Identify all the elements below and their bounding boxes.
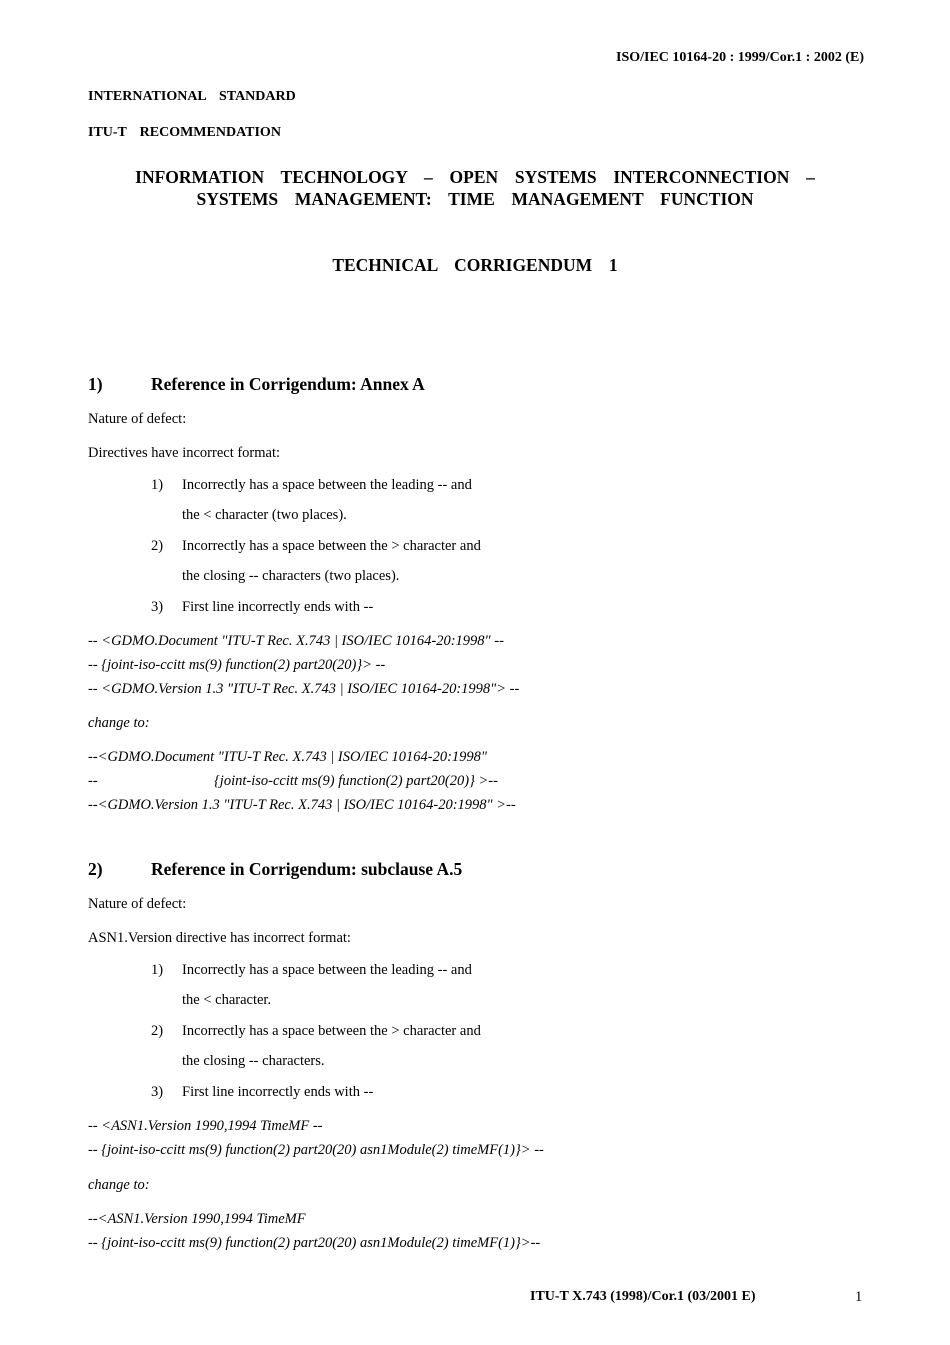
- list-item-text: Incorrectly has a space between the leading -- and: [182, 962, 472, 978]
- section-1-title: Reference in Corrigendum: Annex A: [151, 374, 425, 394]
- document-id: ISO/IEC 10164-20 : 1999/Cor.1 : 2002 (E): [616, 50, 864, 65]
- list-item-text: Incorrectly has a space between the > character and: [182, 1023, 481, 1039]
- code-line-replacement: {joint-iso-ccitt ms(9) function(2) part20(20)} >--: [214, 773, 498, 789]
- code-line-original: -- {joint-iso-ccitt ms(9) function(2) part20(20) asn1Module(2) timeMF(1)}> --: [88, 1142, 544, 1158]
- list-item-text: the closing -- characters.: [182, 1053, 325, 1069]
- list-item-text: First line incorrectly ends with --: [182, 1084, 374, 1100]
- recommendation-label: ITU-T RECOMMENDATION: [88, 125, 281, 140]
- section-2-title: Reference in Corrigendum: subclause A.5: [151, 859, 463, 879]
- list-item-number: 3): [151, 599, 164, 615]
- list-item-text: First line incorrectly ends with --: [182, 599, 374, 615]
- footer-reference: ITU-T X.743 (1998)/Cor.1 (03/2001 E): [530, 1289, 756, 1304]
- section-1-intro: Directives have incorrect format:: [88, 445, 281, 461]
- list-item-number: 2): [151, 538, 164, 554]
- subtitle: TECHNICAL CORRIGENDUM 1: [332, 255, 618, 275]
- section-2-number: 2): [88, 859, 103, 879]
- code-line-original: -- <GDMO.Version 1.3 "ITU-T Rec. X.743 | ISO/IEC 10164-20:1998"> --: [88, 681, 520, 697]
- code-line-replacement: --<GDMO.Document "ITU-T Rec. X.743 | ISO/IEC 10164-20:1998": [88, 749, 487, 765]
- section-1-nature-label: Nature of defect:: [88, 411, 187, 427]
- list-item-text: the < character.: [182, 992, 272, 1008]
- page-number: 1: [855, 1289, 863, 1305]
- section-2-nature-label: Nature of defect:: [88, 896, 187, 912]
- list-item-text: Incorrectly has a space between the > character and: [182, 538, 481, 554]
- list-item-number: 2): [151, 1023, 164, 1039]
- title-line-2: SYSTEMS MANAGEMENT: TIME MANAGEMENT FUNCTION: [196, 189, 754, 209]
- list-item-number: 1): [151, 962, 164, 978]
- code-line-original: -- {joint-iso-ccitt ms(9) function(2) part20(20)}> --: [88, 657, 386, 673]
- code-line-original: -- <ASN1.Version 1990,1994 TimeMF --: [88, 1118, 323, 1134]
- code-line-replacement: --: [88, 773, 98, 789]
- section-2-intro: ASN1.Version directive has incorrect format:: [88, 930, 351, 946]
- section-1-number: 1): [88, 374, 103, 394]
- list-item-number: 1): [151, 477, 164, 493]
- code-line-original: -- <GDMO.Document "ITU-T Rec. X.743 | ISO/IEC 10164-20:1998" --: [88, 633, 504, 649]
- title-line-1: INFORMATION TECHNOLOGY – OPEN SYSTEMS INTERCONNECTION –: [135, 167, 815, 187]
- list-item-text: the < character (two places).: [182, 507, 347, 523]
- list-item-text: Incorrectly has a space between the leading -- and: [182, 477, 472, 493]
- standard-label: INTERNATIONAL STANDARD: [88, 89, 296, 104]
- code-line-replacement: -- {joint-iso-ccitt ms(9) function(2) part20(20) asn1Module(2) timeMF(1)}>--: [88, 1235, 541, 1251]
- code-line-replacement: --<ASN1.Version 1990,1994 TimeMF: [88, 1211, 306, 1227]
- change-to-label: change to:: [88, 1177, 150, 1193]
- code-line-replacement: --<GDMO.Version 1.3 "ITU-T Rec. X.743 | ISO/IEC 10164-20:1998" >--: [88, 797, 516, 813]
- change-to-label: change to:: [88, 715, 150, 731]
- list-item-number: 3): [151, 1084, 164, 1100]
- list-item-text: the closing -- characters (two places).: [182, 568, 400, 584]
